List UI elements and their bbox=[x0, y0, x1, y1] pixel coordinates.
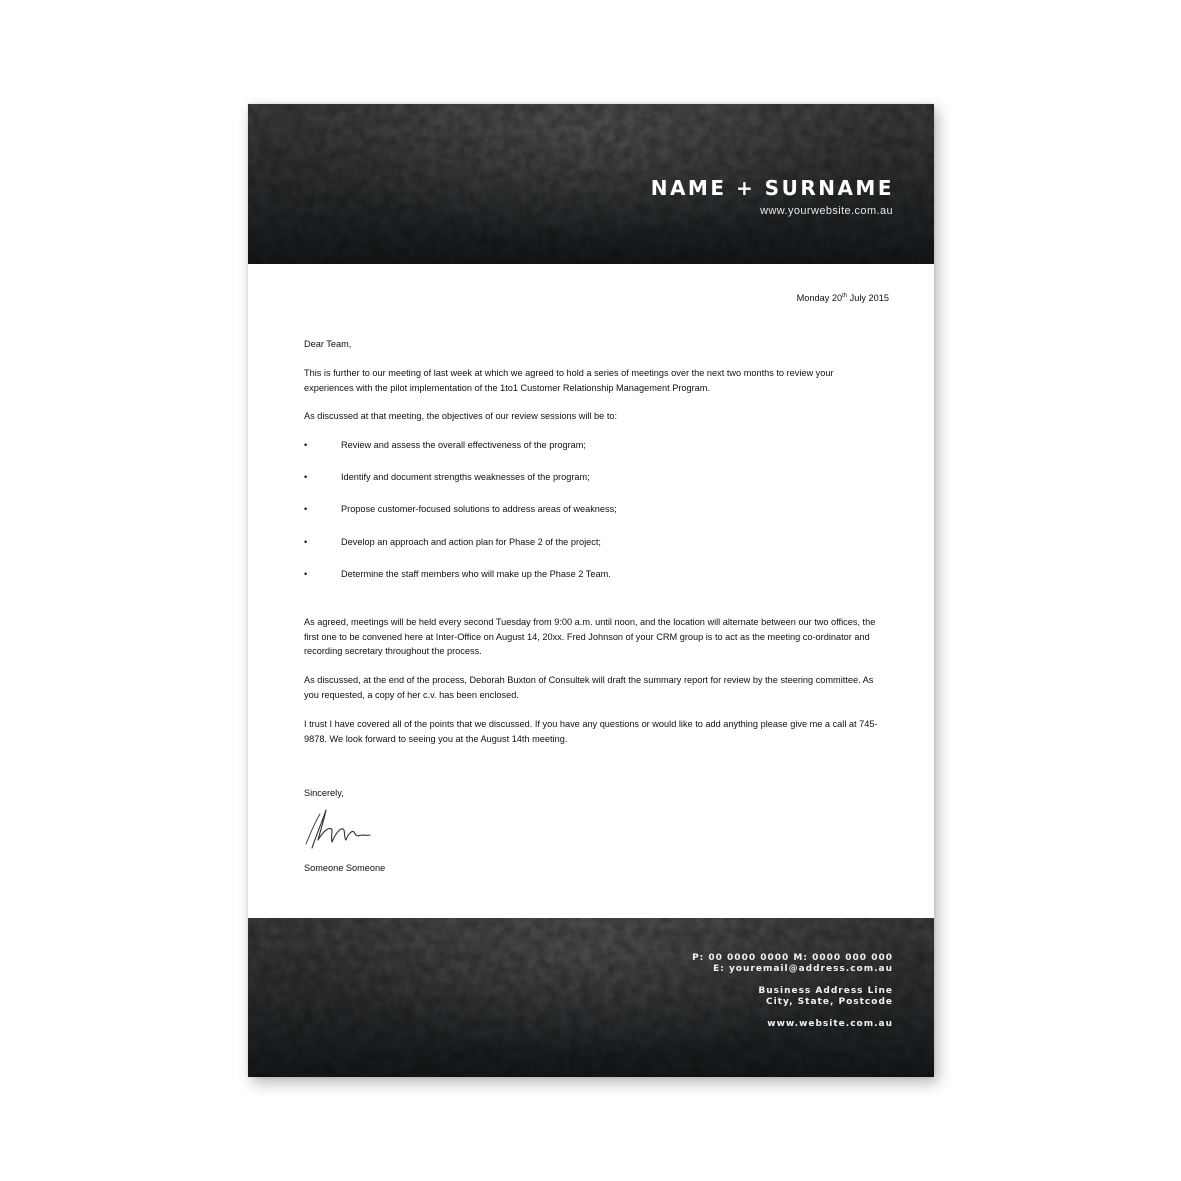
footer-address-line1: Business Address Line bbox=[758, 986, 893, 996]
list-item-text: Identify and document strengths weaknesses of the program; bbox=[341, 472, 590, 482]
date-prefix: Monday 20 bbox=[796, 293, 843, 304]
footer-website: www.website.com.au bbox=[767, 1019, 893, 1029]
greeting: Dear Team, bbox=[304, 339, 352, 349]
list-item-text: Review and assess the overall effectiveness of the program; bbox=[341, 440, 586, 450]
footer-email: E: youremail@address.com.au bbox=[713, 964, 893, 974]
paragraph-report: As discussed, at the end of the process, Deborah Buxton of Consultek will draft the summary report for review by the steering committee. As you requested, a copy of her c.v. has been enclosed. bbox=[304, 675, 874, 700]
closing-salutation: Sincerely, bbox=[304, 788, 344, 798]
paragraph-meetings: As agreed, meetings will be held every second Tuesday from 9:00 a.m. until noon, and the location will alternate between our two offices, the first one to be convened here at Inter-Office on August 14, 20xx. Fred Johnson of your CRM group is to act as the meeting co-ordinator and recording secretary throughout the process. bbox=[304, 617, 876, 656]
list-item-text: Determine the staff members who will make up the Phase 2 Team. bbox=[341, 569, 611, 579]
date-ordinal: th bbox=[842, 293, 848, 299]
paragraph-objectives: As discussed at that meeting, the objectives of our review sessions will be to: bbox=[304, 411, 618, 421]
letterhead-page bbox=[248, 104, 934, 1077]
header-name: NAME + SURNAME bbox=[650, 176, 894, 200]
list-item-text: Develop an approach and action plan for Phase 2 of the project; bbox=[341, 537, 601, 547]
paragraph-intro: This is further to our meeting of last week at which we agreed to hold a series of meetings over the next two months to review your experiences with the pilot implementation of the 1to1 Customer Relationship Management Program. bbox=[304, 368, 834, 393]
bullet-marker: • bbox=[304, 537, 308, 547]
list-item-text: Propose customer-focused solutions to address areas of weakness; bbox=[341, 504, 617, 514]
bullet-marker: • bbox=[304, 504, 308, 514]
footer-phone: P: 00 0000 0000 M: 0000 000 000 bbox=[692, 953, 893, 963]
bullet-marker: • bbox=[304, 472, 308, 482]
footer-address-line2: City, State, Postcode bbox=[765, 997, 893, 1007]
footer-band bbox=[248, 918, 934, 1077]
signatory-name: Someone Someone bbox=[304, 863, 386, 873]
bullet-marker: • bbox=[304, 569, 308, 579]
signature-image bbox=[304, 804, 374, 850]
header-website: www.yourwebsite.com.au bbox=[760, 205, 893, 217]
header-band bbox=[248, 104, 934, 264]
paragraph-closing: I trust I have covered all of the points that we discussed. If you have any questions or would like to add anything please give me a call at 745-9878. We look forward to seeing you at the August 14th meeting. bbox=[304, 719, 878, 744]
bullet-marker: • bbox=[304, 440, 308, 450]
letter-date bbox=[797, 293, 889, 303]
date-suffix: July 2015 bbox=[847, 293, 889, 304]
